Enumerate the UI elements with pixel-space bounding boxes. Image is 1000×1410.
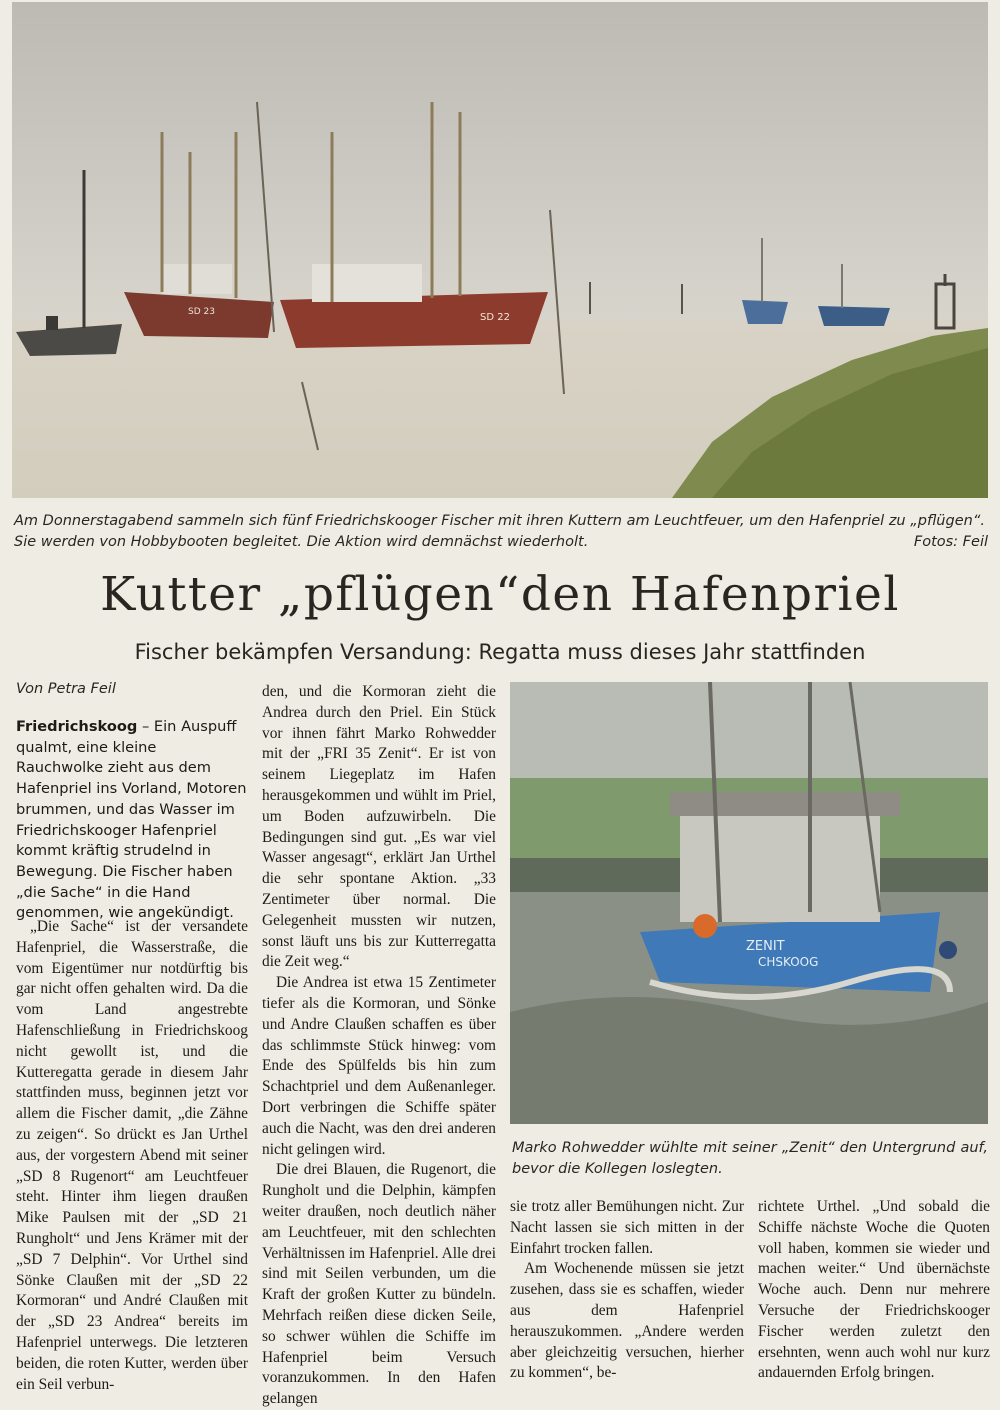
paragraph-3: Die Andrea ist etwa 15 Zentimeter tiefer als die Kormoran, und Sönke und Andre Claußen schaffen es über das schlimmste Stück hinweg: vom Ende des Spülfelds bis hin zum Schachtpriel und dem Außenanleger. Dort verbringen die Schiffe später auch die Nacht, was den drei anderen nicht gelingen wird. [262, 974, 496, 1158]
boat-label-sd22: SD 22 [480, 312, 510, 323]
article-column-4 [758, 1197, 990, 1384]
side-photo-caption: Marko Rohwedder wühlte mit seiner „Zenit“ den Untergrund auf, bevor die Kollegen loslegten. [512, 1140, 988, 1177]
paragraph-2-continued: den, und die Kormoran zieht die Andrea durch den Priel. Ein Stück vor ihnen fährt Marko Rohwedder mit der „FRI 35 Zenit“. Er ist von seinem Liegeplatz im Hafen herausgekommen und wühlt im Priel, um Boden aufzuwirbeln. Die Bedingungen sind gut. „Es war viel Wasser angesagt“, erklärt Jan Urthel die sehr spontane Aktion. „33 Zentimeter über normal. Die Gelegenheit mussten wir nutzen, sonst läuft uns bis zur Kutterregatta die Zeit weg.“ [262, 683, 496, 971]
caption-text: Am Donnerstagabend sammeln sich fünf Friedrichskooger Fischer mit ihren Kuttern am Leuchtfeuer, um den Hafenpriel zu „pflügen“. Sie werden von Hobbybooten begleitet. Die Aktion wird demnächst wiederholt. [14, 513, 985, 550]
paragraph-5-continued: richtete Urthel. „Und sobald die Schiffe nächste Woche die Quoten voll haben, kommen sie wieder und machen weiter.“ Und übernächste Woche auch. Denn nur mehrere Versuche der Friedrichskooger Fischer werden zuletzt den ersehnten, wenn auch wohl nur kurz andauernden Erfolg bringen. [758, 1198, 990, 1382]
harbor-scene-image [12, 2, 988, 498]
byline: Von Petra Feil [16, 681, 116, 697]
paragraph-2: „Die Sache“ ist der versandete Hafenpriel, die Wasserstraße, die vom Eigentümer nur notdürftig bis gar nicht offen gehalten wird. Da die vom Land angestrebte Hafenschließung in Friedrichskoog nicht gewollt ist, und die Kutteregatta gerade in diesem Jahr stattfinden muss, beginnen jetzt vor allem die Fischer damit, „die Zähne zu zeigen“. So drückt es Jan Urthel aus, der vorgestern Abend mit seiner „SD 8 Rugenort“ am Leuchtfeuer steht. Hinter ihm liegen draußen Mike Paulsen mit der „SD 21 Rungholt“ und Jens Krämer mit der „SD 7 Delphin“. Vor Urthel sind Sönke Claußen mit der „SD 22 Kormoran“ und André Claußen mit der „SD 23 Andrea“ bereits im Hafenpriel unterwegs. Die letzteren beiden, die roten Kutter, werden über ein Seil verbun- [16, 918, 248, 1393]
hull-homeport: CHSKOOG [758, 955, 819, 969]
photo-credit: Fotos: Feil [913, 534, 988, 550]
side-photo [510, 682, 988, 1124]
article-column-3 [510, 1197, 744, 1384]
top-photo [12, 2, 988, 498]
article-column-1 [16, 917, 248, 1395]
hull-name: ZENIT [746, 939, 785, 954]
paragraph-4: Die drei Blauen, die Rugenort, die Rungholt und die Delphin, kämpfen weiter draußen, noch deutlich näher am Leuchtfeuer, mit den schlechten Verhältnissen im Hafenpriel. Alle drei sind mit Seilen verbunden, um die Kraft der großen Kutter zu bündeln. Mehrfach reißen diese dicken Seile, so schwer wühlen die Schiffe im Hafenpriel beim Versuch voranzukommen. In den Hafen gelangen [262, 1161, 496, 1408]
paragraph-5: Am Wochenende müssen sie jetzt zusehen, dass sie es schaffen, wieder aus dem Hafenpriel herauszukommen. „Andere werden aber gleichzeitig versuchen, hierher zu kommen“, be- [510, 1260, 744, 1382]
boat-label-sd23: SD 23 [188, 307, 215, 317]
lead-paragraph: – Ein Auspuff qualmt, eine kleine Rauchwolke zieht aus dem Hafenpriel ins Vorland, Motoren brummen, und das Wasser im Friedrichskooger Hafenpriel kommt kräftig strudelnd in Bewegung. Die Fischer haben „die Sache“ in die Hand genommen, wie angekündigt. [16, 718, 247, 922]
subheadline: Fischer bekämpfen Versandung: Regatta muss dieses Jahr stattfinden [134, 640, 866, 664]
zenit-cutter-image [510, 682, 988, 1124]
paragraph-4-continued: sie trotz aller Bemühungen nicht. Zur Nacht lassen sie sich mitten in der Einfahrt trocken fallen. [510, 1198, 744, 1257]
headline: Kutter „pflügen“den Hafenpriel [100, 567, 900, 622]
article-lead [16, 717, 248, 924]
top-photo-caption [14, 511, 988, 553]
article-column-2 [262, 682, 496, 1410]
dateline: Friedrichskoog [16, 718, 138, 735]
